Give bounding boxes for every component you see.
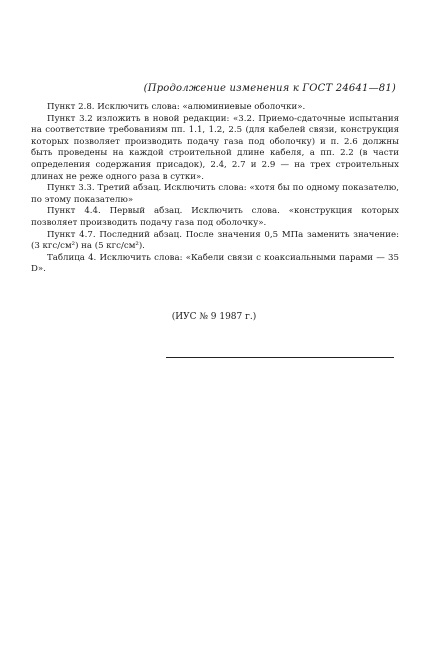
document-body	[31, 102, 399, 276]
source-reference: (ИУС № 9 1987 г.)	[171, 312, 257, 322]
page-header: (Продолжение изменения к ГОСТ 24641—81)	[143, 83, 396, 94]
paragraph-item-4-4: Пункт 4.4. Первый абзац. Исключить слова. «конструкция которых позволяет производить подачу газа под оболочку».	[31, 206, 399, 228]
divider-line	[166, 357, 394, 358]
paragraph-table-4: Таблица 4. Исключить слова: «Кабели связи с коаксиальными парами — 35 D».	[31, 252, 399, 275]
paragraph-item-3-3: Пункт 3.3. Третий абзац. Исключить слова: «хотя бы по одному показателю, по этому показателю»	[31, 183, 399, 205]
paragraph-item-4-7: Пункт 4.7. Последний абзац. После значения 0,5 МПа заменить значение: (3 кгс/см²) на (5 кгс/см²).	[31, 229, 399, 252]
paragraph-item-3-2: Пункт 3.2 изложить в новой редакции: «3.2. Приемо-сдаточные испытания на соответствие требованиям пп. 1.1, 1.2, 2.5 (для кабелей связи, конструкция которых позволяет производить подачу газа под оболочку) и п. 2.6 должны быть проведены на каждой строительной длине кабеля, а пп. 2.2 (в части определения содержания присадок), 2.4, 2.7 и 2.9 — на трех строительных длинах не реже одного раза в сутки».	[31, 113, 399, 182]
paragraph-item-2-8: Пункт 2.8. Исключить слова: «алюминиевые оболочки».	[47, 102, 306, 112]
